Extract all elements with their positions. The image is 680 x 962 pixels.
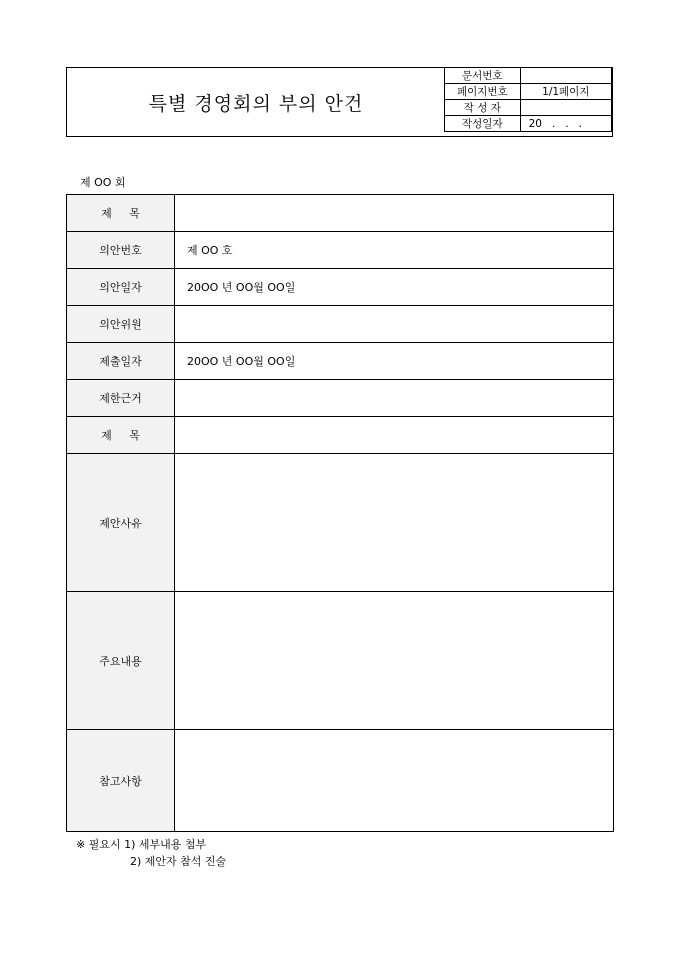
- meta-row-doc-number: [445, 68, 612, 84]
- meta-label: 작 성 자: [445, 100, 521, 116]
- form-value-restriction-basis[interactable]: [175, 380, 614, 417]
- form-row-agenda-date: [67, 269, 614, 306]
- form-value-submit-date[interactable]: 20OO 년 OO월 OO일: [175, 343, 614, 380]
- form-label: 의안번호: [67, 232, 175, 269]
- form-label: 제출일자: [67, 343, 175, 380]
- form-label: 참고사항: [67, 730, 175, 832]
- form-label: 제안사유: [67, 454, 175, 592]
- document-meta-table: [444, 67, 612, 132]
- form-label: 주요내용: [67, 592, 175, 730]
- form-row-references: [67, 730, 614, 832]
- document-header: [66, 67, 613, 137]
- meta-value-author[interactable]: [520, 100, 611, 116]
- form-value-proposal-reason[interactable]: [175, 454, 614, 592]
- form-row-title: [67, 195, 614, 232]
- form-label: 제 목: [67, 195, 175, 232]
- meta-label: 페이지번호: [445, 84, 521, 100]
- form-value-subject[interactable]: [175, 417, 614, 454]
- form-value-title[interactable]: [175, 195, 614, 232]
- session-number: 제 OO 회: [80, 176, 126, 189]
- form-row-committee: [67, 306, 614, 343]
- form-row-subject: [67, 417, 614, 454]
- meta-label: 작성일자: [445, 116, 521, 132]
- form-value-agenda-date[interactable]: 20OO 년 OO월 OO일: [175, 269, 614, 306]
- form-label: 제한근거: [67, 380, 175, 417]
- meta-value-date[interactable]: 20 . . .: [520, 116, 611, 132]
- document-title: 특별 경영회의 부의 안건: [148, 92, 364, 115]
- form-value-agenda-number[interactable]: 제 OO 호: [175, 232, 614, 269]
- footnote-line: ※ 필요시 1) 세부내용 첨부: [76, 838, 207, 851]
- form-label: 의안위원: [67, 306, 175, 343]
- meta-value-doc-number[interactable]: [520, 68, 611, 84]
- form-row-main-content: [67, 592, 614, 730]
- form-row-agenda-number: [67, 232, 614, 269]
- form-label: 제 목: [67, 417, 175, 454]
- footnote-line: 2) 제안자 참석 진술: [130, 855, 227, 868]
- meta-row-date: [445, 116, 612, 132]
- form-row-restriction-basis: [67, 380, 614, 417]
- meta-value-page-number: 1/1페이지: [520, 84, 611, 100]
- form-row-submit-date: [67, 343, 614, 380]
- form-value-main-content[interactable]: [175, 592, 614, 730]
- form-value-references[interactable]: [175, 730, 614, 832]
- form-row-proposal-reason: [67, 454, 614, 592]
- meta-label: 문서번호: [445, 68, 521, 84]
- footnotes: [76, 836, 226, 870]
- meta-row-page-number: [445, 84, 612, 100]
- agenda-form-table: [66, 194, 614, 832]
- form-label: 의안일자: [67, 269, 175, 306]
- meta-row-author: [445, 100, 612, 116]
- form-value-committee[interactable]: [175, 306, 614, 343]
